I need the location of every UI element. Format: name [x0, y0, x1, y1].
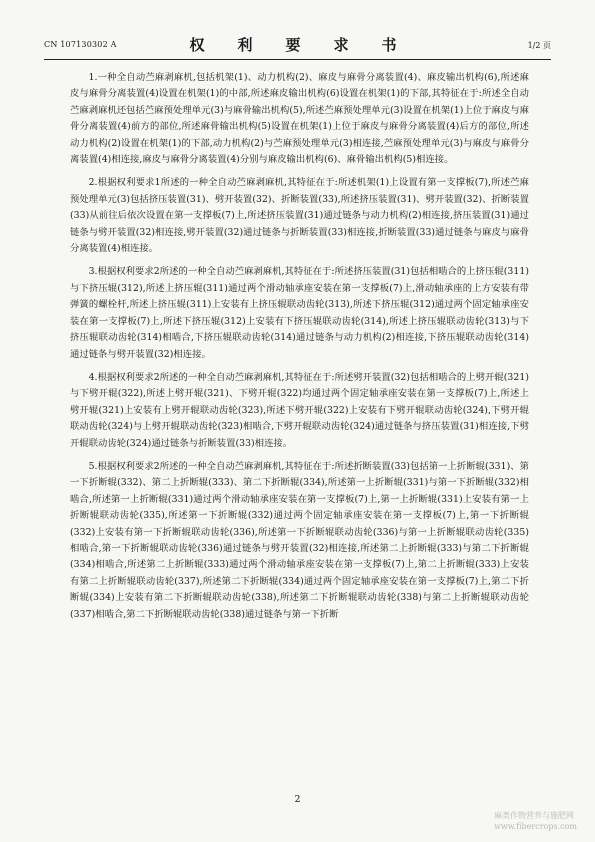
page-indicator: 1/2 页	[527, 41, 551, 50]
watermark-line-1: 麻类作物营养与施肥网	[494, 811, 575, 820]
document-header	[44, 34, 551, 56]
claim-1: 1.一种全自动苎麻剥麻机,包括机架(1)、动力机构(2)、麻皮与麻骨分离装置(4)、麻皮输出机构(6),所述麻皮与麻骨分离装置(4)设置在机架(1)的中部,所述麻皮输出机构(6)设置在机架(1)的下部,其特征在于:所述全自动苎麻剥麻机还包括苎麻预处理单元(3)与麻骨输出机构(5),所述苎麻预处理单元(3)设置在机架(1)上位于麻皮与麻骨分离装置(4)前方的部位,所述麻骨输出机构(5)设置在机架(1)上位于麻皮与麻骨分离装置(4)后方的部位,所述动力机构(2)设置在机架(1)的下部,动力机构(2)与苎麻预处理单元(3)相连接,苎麻预处理单元(3)与麻皮与麻骨分离装置(4)相连接,麻皮与麻骨分离装置(4)分别与麻皮输出机构(6)、麻骨输出机构(5)相连接。	[70, 72, 529, 166]
claim-4: 4.根据权利要求2所述的一种全自动苎麻剥麻机,其特征在于:所述劈开装置(32)包括相啮合的上劈开辊(321)与下劈开辊(322),所述上劈开辊(321)、下劈开辊(322)均通过两个固定轴承座安装在第一支撑板(7)上,所述上劈开辊(321)上安装有上劈开辊联动齿轮(323),所述下劈开辊(322)上安装有下劈开辊联动齿轮(324),下劈开辊联动齿轮(324)与上劈开辊联动齿轮(323)相啮合,下劈开辊联动齿轮(324)通过链条与挤压装置(31)相连接,下劈开辊联动齿轮(324)通过链条与折断装置(33)相连接。	[70, 371, 529, 449]
claim-3: 3.根据权利要求2所述的一种全自动苎麻剥麻机,其特征在于:所述挤压装置(31)包括相啮合的上挤压辊(311)与下挤压辊(312),所述上挤压辊(311)通过两个滑动轴承座安装在第一支撑板(7)上,滑动轴承座的上方安装有带弹簧的螺栓杆,所述上挤压辊(311)上安装有上挤压辊联动齿轮(313),所述下挤压辊(312)通过两个固定轴承座安装在第一支撑板(7)上,所述下挤压辊(312)上安装有下挤压辊联动齿轮(314),所述上挤压辊联动齿轮(313)与下挤压辊联动齿轮(314)相啮合,下挤压辊联动齿轮(314)通过链条与动力机构(2)相连接,下挤压辊联动齿轮(314)通过链条与劈开装置(32)相连接。	[70, 266, 529, 360]
watermark	[494, 810, 577, 832]
patent-number: CN 107130302 A	[44, 40, 117, 49]
claim-5: 5.根据权利要求2所述的一种全自动苎麻剥麻机,其特征在于:所述折断装置(33)包括第一上折断辊(331)、第一下折断辊(332)、第二上折断辊(333)、第二下折断辊(334),所述第一上折断辊(331)与第一下折断辊(332)相啮合,所述第一上折断辊(331)通过两个滑动轴承座安装在第一支撑板(7)上,第一上折断辊(331)上安装有第一上折断辊联动齿轮(335),所述第一下折断辊(332)通过两个固定轴承座安装在第一支撑板(7)上,第一下折断辊(332)上安装有第一下折断辊联动齿轮(336),所述第一下折断辊联动齿轮(336)与第一上折断辊联动齿轮(335)相啮合,第一下折断辊联动齿轮(336)通过链条与劈开装置(32)相连接,所述第二上折断辊(333)与第二下折断辊(334)相啮合,所述第二上折断辊(333)通过两个滑动轴承座安装在第一支撑板(7)上,第二上折断辊(333)上安装有第二上折断辊联动齿轮(337),所述第二下折断辊(334)通过两个固定轴承座安装在第一支撑板(7)上,第二下折断辊(334)上安装有第二下折断辊联动齿轮(338),所述第二下折断辊联动齿轮(338)与第二上折断辊联动齿轮(337)相啮合,第二下折断辊联动齿轮(338)通过链条与第一下折断	[70, 460, 529, 620]
claims-body	[70, 70, 529, 630]
page-number: 2	[294, 794, 301, 805]
watermark-line-2: www.fibercrops.com	[494, 822, 577, 831]
header-rule	[44, 59, 551, 60]
claim-2: 2.根据权利要求1所述的一种全自动苎麻剥麻机,其特征在于:所述机架(1)上设置有第一支撑板(7),所述苎麻预处理单元(3)包括挤压装置(31)、劈开装置(32)、折断装置(33),所述挤压装置(31)、劈开装置(32)、折断装置(33)从前往后依次设置在第一支撑板(7)上,所述挤压装置(31)通过链条与动力机构(2)相连接,挤压装置(31)通过链条与劈开装置(32)相连接,劈开装置(32)通过链条与折断装置(33)相连接,折断装置(33)通过链条与麻皮与麻骨分离装置(4)相连接。	[70, 177, 529, 255]
page-title: 权 利 要 求 书	[189, 36, 406, 54]
